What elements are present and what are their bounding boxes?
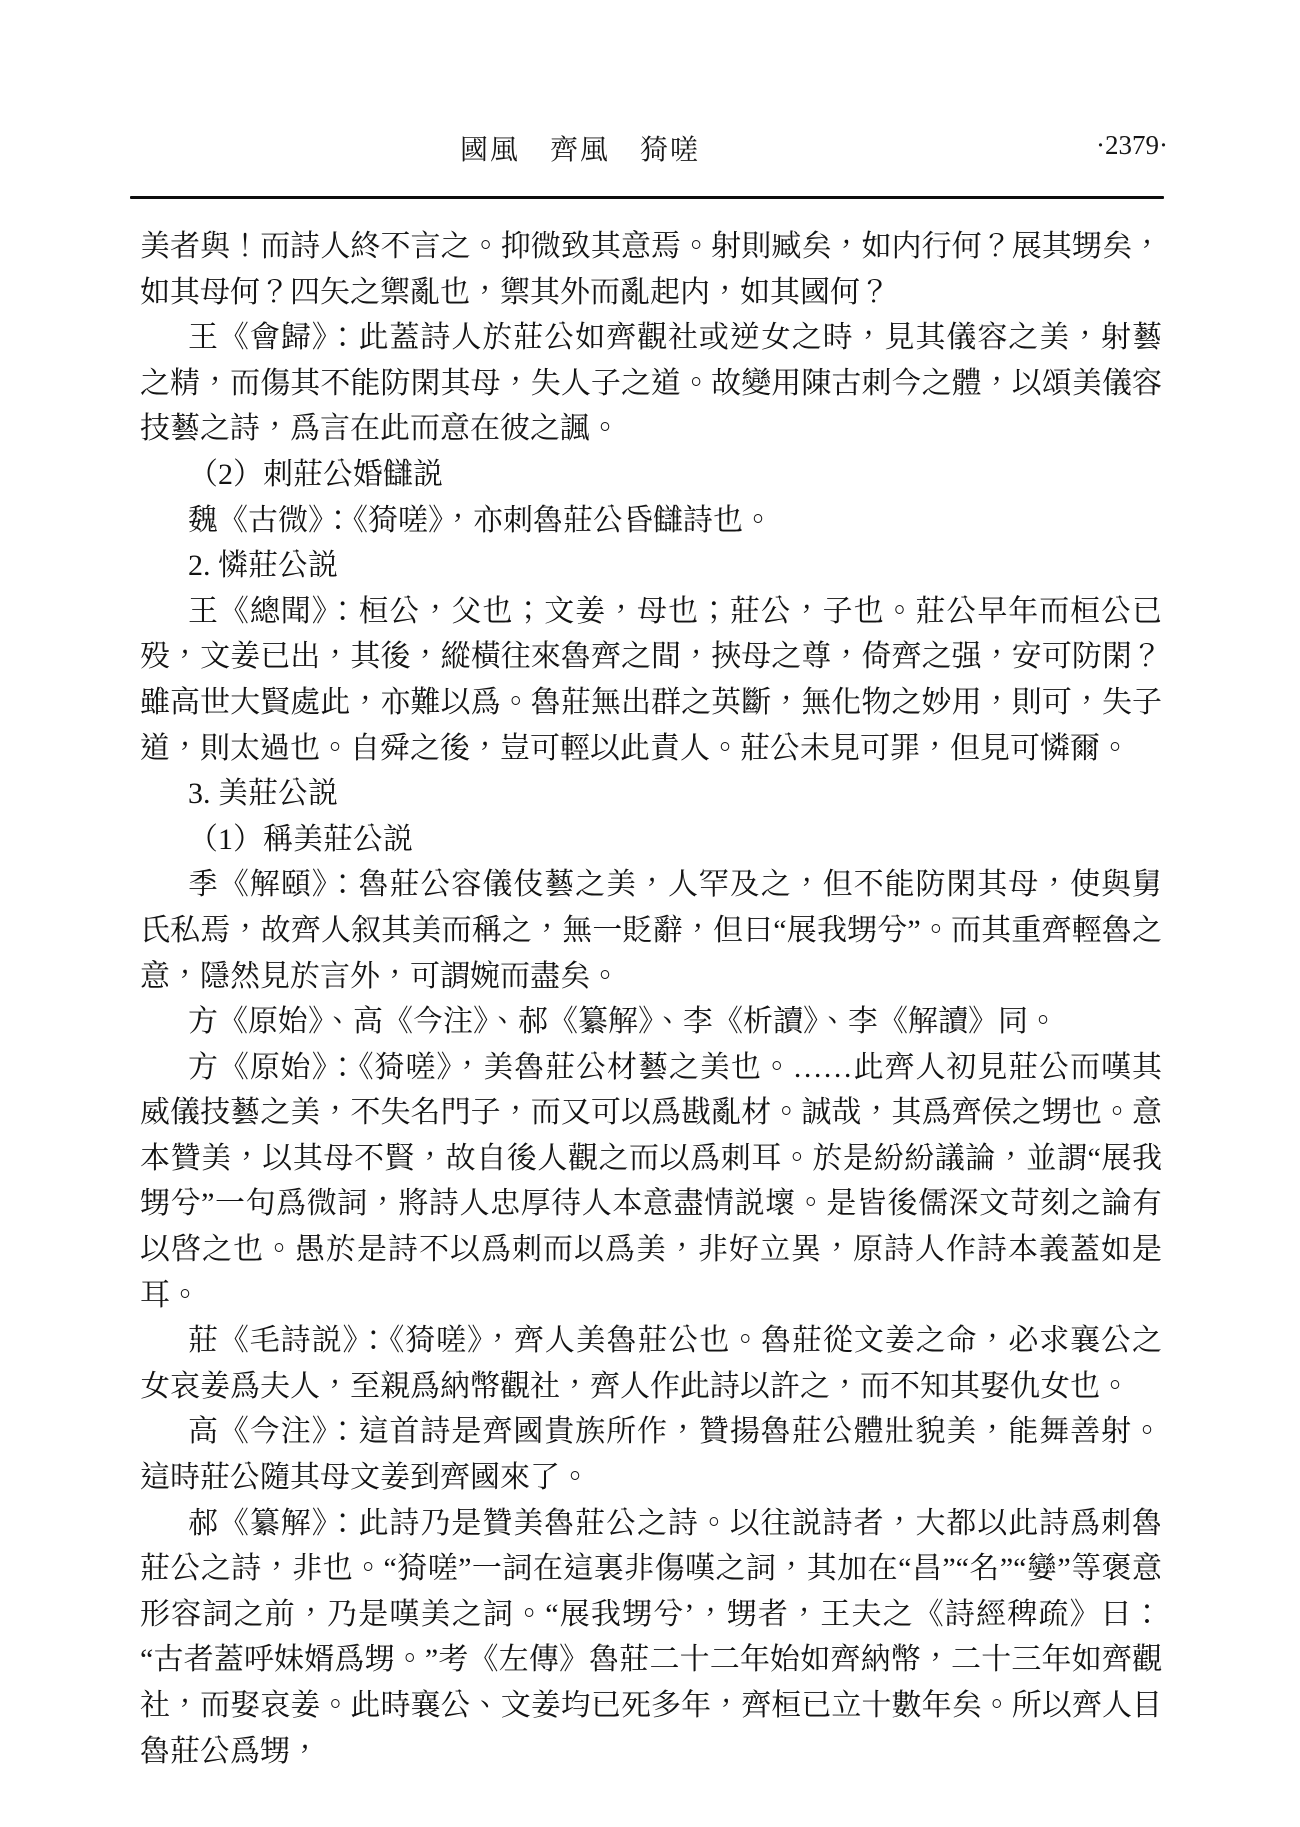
paragraph: 王《會歸》：此蓋詩人於莊公如齊觀社或逆女之時，見其儀容之美，射藝之精，而傷其不能防閑其母，失人子之道。故變用陳古刺今之體，以頌美儀容技藝之詩，爲言在此而意在彼之諷。 — [140, 321, 1162, 446]
paragraph: 美者與！而詩人終不言之。抑微致其意焉。射則臧矣，如内行何？展其甥矣，如其母何？四矢之禦亂也，禦其外而亂起内，如其國何？ — [140, 230, 1162, 309]
page-number: ·2379· — [1096, 130, 1168, 160]
paragraph: 魏《古微》：《猗嗟》，亦刺魯莊公昏讎詩也。 — [188, 503, 773, 537]
section-heading: 3. 美莊公説 — [188, 777, 338, 811]
paragraph: 方《原始》：《猗嗟》，美魯莊公材藝之美也。……此齊人初見莊公而嘆其威儀技藝之美，不失名門子，而又可以爲戡亂材。誠哉，其爲齊侯之甥也。意本贊美，以其母不賢，故自後人觀之而以爲刺耳。於是紛紛議論，並謂“展我甥兮”一句爲微詞，將詩人忠厚待人本意盡情説壞。是皆後儒深文苛刻之論有以啓之也。愚於是詩不以爲刺而以爲美，非好立異，原詩人作詩本義蓋如是耳。 — [140, 1050, 1162, 1312]
running-header — [130, 128, 1170, 168]
section-heading: 2. 憐莊公説 — [188, 549, 338, 583]
section-heading: （2）刺莊公婚讎説 — [188, 457, 443, 491]
paragraph: 莊《毛詩説》：《猗嗟》，齊人美魯莊公也。魯莊從文姜之命，必求襄公之女哀姜爲夫人，至親爲納幣觀社，齊人作此詩以許之，而不知其娶仇女也。 — [140, 1324, 1162, 1403]
paragraph: 季《解頤》：魯莊公容儀伎藝之美，人罕及之，但不能防閑其母，使與舅氏私焉，故齊人叙其美而稱之，無一貶辭，但曰“展我甥兮”。而其重齊輕魯之意，隱然見於言外，可謂婉而盡矣。 — [140, 868, 1162, 993]
paragraph: 郝《纂解》：此詩乃是贊美魯莊公之詩。以往説詩者，大都以此詩爲刺魯莊公之詩，非也。“猗嗟”一詞在這裏非傷嘆之詞，其加在“昌”“名”“孌”等褒意形容詞之前，乃是嘆美之詞。“展我甥兮’，甥者，王夫之《詩經稗疏》曰：“古者蓋呼妹婿爲甥。”考《左傳》魯莊二十二年始如齊納幣，二十三年如齊觀社，而娶哀姜。此時襄公、文姜均已死多年，齊桓已立十數年矣。所以齊人目魯莊公爲甥， — [140, 1506, 1162, 1768]
running-header-title: 國風 齊風 猗嗟 — [459, 135, 700, 166]
header-rule — [130, 196, 1164, 199]
text-block — [140, 224, 1162, 1774]
section-heading: （1）稱美莊公説 — [188, 822, 413, 856]
paragraph: 高《今注》：這首詩是齊國貴族所作，贊揚魯莊公體壯貌美，能舞善射。這時莊公隨其母文姜到齊國來了。 — [140, 1415, 1162, 1495]
paragraph: 方《原始》、高《今注》、郝《纂解》、李《析讀》、李《解讀》同。 — [188, 1005, 1058, 1039]
paragraph: 王《總聞》：桓公，父也；文姜，母也；莊公，子也。莊公早年而桓公已殁，文姜已出，其後，縱橫往來魯齊之間，挾母之尊，倚齊之强，安可防閑？雖高世大賢處此，亦難以爲。魯莊無出群之英斷，無化物之妙用，則可，失子道，則太過也。自舜之後，豈可輕以此責人。莊公未見可罪，但見可憐爾。 — [140, 594, 1162, 765]
